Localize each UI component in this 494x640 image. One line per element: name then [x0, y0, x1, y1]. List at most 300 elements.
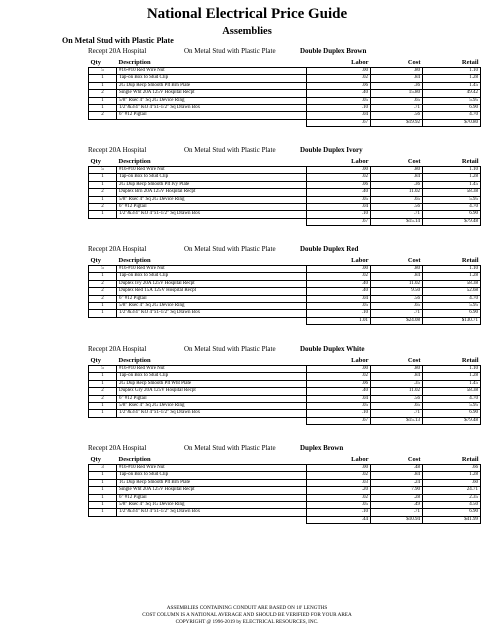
table-row: [89, 82, 481, 89]
qty-cell: 1: [89, 403, 117, 410]
description-cell: Single Wht 20A 125V Hospital Recpt: [117, 487, 307, 494]
qty-cell: 1: [89, 509, 117, 516]
assembly-name: Double Duplex White: [300, 345, 365, 353]
assembly-name: Double Duplex Ivory: [300, 146, 363, 154]
assembly-name: Double Duplex Brown: [300, 47, 367, 55]
footer-line: COPYRIGHT @ 1996-2019 by ELECTRICAL RESOURCES, INC.: [175, 619, 319, 625]
description-cell: Duplex Gry 20A 125V Hospital Recpt: [117, 388, 307, 395]
cost-cell: .84: [371, 75, 423, 82]
column-header-qty: Qty: [89, 257, 117, 266]
labor-cell: .20: [307, 487, 371, 494]
retail-cell: 4.70: [423, 395, 481, 402]
qty-cell: 5: [89, 68, 117, 75]
cost-cell: .56: [371, 295, 423, 302]
cost-cell: .71: [371, 410, 423, 417]
column-header-labor: Labor: [307, 357, 371, 366]
retail-total: $79.48: [423, 218, 481, 225]
description-cell: 1/2"&3/4" KO 4"x1-1/2" Sq Drawn Box: [117, 310, 307, 317]
labor-cell: .04: [307, 204, 371, 211]
cost-total: $24.08: [371, 317, 423, 324]
qty-cell: 1: [89, 82, 117, 89]
retail-cell: 6.90: [423, 310, 481, 317]
table-row: [89, 273, 481, 280]
page-title: National Electrical Price Guide: [146, 6, 348, 22]
description-cell: 1G Dup Recp Smooth Plt Brn Plate: [117, 479, 307, 486]
labor-cell: .10: [307, 211, 371, 218]
description-cell: #16-#10 Red Wire Nut: [117, 68, 307, 75]
assembly-mount: On Metal Stud with Plastic Plate: [184, 345, 276, 353]
assembly-mount: On Metal Stud with Plastic Plate: [184, 47, 276, 55]
cost-cell: .56: [371, 112, 423, 119]
description-cell: Duplex Red 15A 125V Hospital Recpt: [117, 288, 307, 295]
column-header-qty: Qty: [89, 456, 117, 465]
labor-cell: .04: [307, 112, 371, 119]
labor-cell: .02: [307, 174, 371, 181]
cost-cell: .56: [371, 204, 423, 211]
table-row: [89, 105, 481, 112]
table-row: [89, 189, 481, 196]
column-header-description: Description: [117, 257, 307, 266]
description-cell: 1/2"&3/4" KO 4"x1-1/2" Sq Drawn Box: [117, 410, 307, 417]
qty-cell: 1: [89, 75, 117, 82]
table-row: [89, 181, 481, 188]
description-cell: 6" #12 Pigtail: [117, 112, 307, 119]
footer-line: COST COLUMN IS A NATIONAL AVERAGE AND SHOULD BE VERIFIED FOR YOUR AREA: [142, 612, 352, 618]
labor-total: .44: [307, 516, 371, 523]
retail-cell: 52.68: [423, 288, 481, 295]
labor-cell: .40: [307, 280, 371, 287]
assembly-recept: Recept 20A Hospital: [88, 47, 147, 55]
retail-cell: 58.38: [423, 189, 481, 196]
qty-cell: 1: [89, 479, 117, 486]
qty-cell: 2: [89, 204, 117, 211]
assembly-block: [88, 146, 480, 226]
description-cell: Tap-on Box to Stud Clip: [117, 75, 307, 82]
retail-cell: 5.95: [423, 403, 481, 410]
table-row: [89, 112, 481, 119]
cost-cell: .80: [371, 366, 423, 373]
column-header-description: Description: [117, 59, 307, 68]
labor-cell: .10: [307, 105, 371, 112]
qty-cell: 1: [89, 97, 117, 104]
labor-cell: .06: [307, 82, 371, 89]
page-subtitle: Assemblies: [222, 26, 272, 37]
labor-cell: .10: [307, 509, 371, 516]
column-header-qty: Qty: [89, 59, 117, 68]
assembly-block: [88, 444, 480, 524]
table-row: [89, 509, 481, 516]
description-cell: Tap-on Box to Stud Clip: [117, 472, 307, 479]
cost-cell: .71: [371, 105, 423, 112]
totals-spacer: [117, 516, 307, 523]
qty-cell: 2: [89, 295, 117, 302]
qty-cell: 1: [89, 494, 117, 501]
labor-cell: .04: [307, 395, 371, 402]
retail-cell: 49.42: [423, 90, 481, 97]
qty-cell: 1: [89, 310, 117, 317]
description-cell: 5/8" Rsec 4" Sq 2G Device Ring: [117, 303, 307, 310]
column-header-retail: Retail: [423, 357, 481, 366]
cost-cell: .71: [371, 509, 423, 516]
table-row: [89, 494, 481, 501]
qty-cell: 1: [89, 273, 117, 280]
column-header-qty: Qty: [89, 357, 117, 366]
table-row: [89, 288, 481, 295]
cost-cell: .24: [371, 479, 423, 486]
labor-cell: .40: [307, 388, 371, 395]
description-cell: Single Wht 20A 125V Hospital Recpt: [117, 90, 307, 97]
table-row: [89, 75, 481, 82]
table-row: [89, 380, 481, 387]
cost-cell: .28: [371, 494, 423, 501]
retail-cell: 24.71: [423, 487, 481, 494]
retail-cell: 4.70: [423, 295, 481, 302]
cost-cell: .56: [371, 395, 423, 402]
column-header-cost: Cost: [371, 59, 423, 68]
retail-cell: 5.95: [423, 196, 481, 203]
cost-total: $10.94: [371, 516, 423, 523]
cost-cell: .35: [371, 380, 423, 387]
column-header-labor: Labor: [307, 257, 371, 266]
table-row: [89, 174, 481, 181]
labor-total: .67: [307, 119, 371, 126]
qty-cell: 2: [89, 288, 117, 295]
description-cell: 5/8" Rsec 4" Sq 2G Device Ring: [117, 196, 307, 203]
description-cell: 6" #12 Pigtail: [117, 494, 307, 501]
retail-cell: 5.95: [423, 303, 481, 310]
retail-cell: 1.45: [423, 82, 481, 89]
description-cell: 5/8" Rsec 4" Sq 1G Device Ring: [117, 502, 307, 509]
assembly-mount: On Metal Stud with Plastic Plate: [184, 444, 276, 452]
table-row: [89, 204, 481, 211]
cost-cell: .80: [371, 167, 423, 174]
description-cell: 1/2"&3/4" KO 4"x1-1/2" Sq Drawn Box: [117, 105, 307, 112]
assembly-block: [88, 245, 480, 325]
table-header-row: [89, 456, 481, 465]
totals-row: [89, 119, 481, 126]
qty-cell: 1: [89, 472, 117, 479]
retail-cell: 1.10: [423, 68, 481, 75]
labor-cell: .40: [307, 189, 371, 196]
table-row: [89, 167, 481, 174]
column-header-description: Description: [117, 158, 307, 167]
totals-spacer: [89, 218, 117, 225]
qty-cell: 1: [89, 181, 117, 188]
assembly-recept: Recept 20A Hospital: [88, 345, 147, 353]
labor-cell: .00: [307, 167, 371, 174]
cost-cell: .71: [371, 310, 423, 317]
labor-cell: .10: [307, 310, 371, 317]
labor-total: .67: [307, 417, 371, 424]
assembly-header: [88, 47, 480, 56]
column-header-description: Description: [117, 456, 307, 465]
description-cell: Duplex Ivy 20A 125V Hospital Recpt: [117, 280, 307, 287]
description-cell: 1/2"&3/4" KO 4"x1-1/2" Sq Drawn Box: [117, 211, 307, 218]
description-cell: #16-#10 Red Wire Nut: [117, 167, 307, 174]
column-header-cost: Cost: [371, 456, 423, 465]
description-cell: Tap-on Box to Stud Clip: [117, 273, 307, 280]
description-cell: 6" #12 Pigtail: [117, 295, 307, 302]
labor-cell: .03: [307, 479, 371, 486]
retail-cell: 6.90: [423, 105, 481, 112]
cost-cell: .65: [371, 196, 423, 203]
labor-cell: .06: [307, 380, 371, 387]
footer-line: ASSEMBLIES CONTAINING CONDUIT ARE BASED ON 10' LENGTHS: [166, 605, 328, 611]
totals-row: [89, 218, 481, 225]
assembly-header: [88, 146, 480, 155]
table-row: [89, 366, 481, 373]
cost-cell: .80: [371, 68, 423, 75]
cost-cell: 7.90: [371, 487, 423, 494]
description-cell: 2G Dup Recp Smooth Plt Brn Plate: [117, 82, 307, 89]
totals-row: [89, 317, 481, 324]
column-header-cost: Cost: [371, 257, 423, 266]
totals-spacer: [89, 317, 117, 324]
qty-cell: 1: [89, 196, 117, 203]
description-cell: #16-#10 Red Wire Nut: [117, 266, 307, 273]
qty-cell: 5: [89, 366, 117, 373]
table-header-row: [89, 357, 481, 366]
column-header-cost: Cost: [371, 357, 423, 366]
cost-total: $19.92: [371, 119, 423, 126]
totals-row: [89, 417, 481, 424]
description-cell: Duplex Brn 20A 125V Hospital Recpt: [117, 189, 307, 196]
table-row: [89, 310, 481, 317]
cost-cell: .65: [371, 303, 423, 310]
assembly-table: [88, 257, 481, 325]
totals-row: [89, 516, 481, 523]
cost-cell: .48: [371, 465, 423, 472]
column-header-labor: Labor: [307, 158, 371, 167]
qty-cell: 2: [89, 189, 117, 196]
retail-cell: 1.10: [423, 266, 481, 273]
qty-cell: 2: [89, 112, 117, 119]
description-cell: Tap-on Box to Stud Clip: [117, 373, 307, 380]
retail-cell: 1.45: [423, 181, 481, 188]
table-row: [89, 90, 481, 97]
assembly-name: Double Duplex Red: [300, 245, 359, 253]
qty-cell: 1: [89, 174, 117, 181]
page-footer: [0, 605, 494, 626]
assembly-table: [88, 357, 481, 425]
labor-cell: .02: [307, 373, 371, 380]
qty-cell: 2: [89, 280, 117, 287]
table-row: [89, 479, 481, 486]
labor-cell: .02: [307, 273, 371, 280]
qty-cell: 5: [89, 266, 117, 273]
assembly-mount: On Metal Stud with Plastic Plate: [184, 146, 276, 154]
retail-cell: 1.28: [423, 373, 481, 380]
column-header-retail: Retail: [423, 59, 481, 68]
table-header-row: [89, 59, 481, 68]
description-cell: 2G Dup Recp Smooth Plt Ivy Plate: [117, 181, 307, 188]
column-header-labor: Labor: [307, 59, 371, 68]
cost-cell: 11.02: [371, 189, 423, 196]
retail-cell: 4.50: [423, 502, 481, 509]
retail-cell: 1.10: [423, 167, 481, 174]
table-header-row: [89, 257, 481, 266]
qty-cell: 1: [89, 410, 117, 417]
cost-cell: 9.50: [371, 288, 423, 295]
cost-cell: .65: [371, 97, 423, 104]
qty-cell: 5: [89, 167, 117, 174]
table-row: [89, 502, 481, 509]
description-cell: 5/8" Rsec 4" Sq 2G Device Ring: [117, 403, 307, 410]
retail-cell: 4.70: [423, 112, 481, 119]
qty-cell: 1: [89, 502, 117, 509]
table-row: [89, 68, 481, 75]
totals-spacer: [89, 516, 117, 523]
retail-cell: 6.90: [423, 410, 481, 417]
cost-cell: .84: [371, 373, 423, 380]
retail-total: $79.48: [423, 417, 481, 424]
qty-cell: 1: [89, 211, 117, 218]
totals-spacer: [117, 417, 307, 424]
table-row: [89, 472, 481, 479]
labor-cell: .02: [307, 494, 371, 501]
retail-total: $70.80: [423, 119, 481, 126]
cost-cell: .36: [371, 181, 423, 188]
assembly-table: [88, 158, 481, 226]
cost-cell: .84: [371, 472, 423, 479]
assembly-table: [88, 456, 481, 524]
labor-cell: .05: [307, 303, 371, 310]
table-row: [89, 465, 481, 472]
retail-cell: 1.28: [423, 273, 481, 280]
table-row: [89, 487, 481, 494]
cost-cell: 15.80: [371, 90, 423, 97]
labor-cell: .05: [307, 502, 371, 509]
labor-cell: .06: [307, 181, 371, 188]
description-cell: 5/8" Rsec 4" Sq 2G Device Ring: [117, 97, 307, 104]
qty-cell: 2: [89, 90, 117, 97]
table-row: [89, 97, 481, 104]
column-header-description: Description: [117, 357, 307, 366]
retail-total: $41.99: [423, 516, 481, 523]
retail-cell: .60: [423, 479, 481, 486]
qty-cell: 1: [89, 105, 117, 112]
table-header-row: [89, 158, 481, 167]
table-row: [89, 388, 481, 395]
labor-cell: .00: [307, 465, 371, 472]
cost-total: $15.13: [371, 417, 423, 424]
totals-spacer: [117, 119, 307, 126]
totals-spacer: [117, 218, 307, 225]
qty-cell: 3: [89, 465, 117, 472]
cost-cell: .49: [371, 502, 423, 509]
cost-cell: .84: [371, 273, 423, 280]
cost-total: $15.14: [371, 218, 423, 225]
retail-cell: 1.28: [423, 75, 481, 82]
retail-cell: 58.38: [423, 280, 481, 287]
assembly-header: [88, 444, 480, 453]
labor-total: .67: [307, 218, 371, 225]
totals-spacer: [117, 317, 307, 324]
labor-total: 1.01: [307, 317, 371, 324]
retail-cell: 1.10: [423, 366, 481, 373]
table-row: [89, 266, 481, 273]
retail-cell: 1.28: [423, 174, 481, 181]
retail-cell: .66: [423, 465, 481, 472]
retail-cell: 6.90: [423, 211, 481, 218]
retail-total: $130.71: [423, 317, 481, 324]
description-cell: #16-#10 Red Wire Nut: [117, 465, 307, 472]
assembly-mount: On Metal Stud with Plastic Plate: [184, 245, 276, 253]
description-cell: #16-#10 Red Wire Nut: [117, 366, 307, 373]
column-header-retail: Retail: [423, 456, 481, 465]
retail-cell: 4.70: [423, 204, 481, 211]
retail-cell: 1.45: [423, 380, 481, 387]
description-cell: 6" #12 Pigtail: [117, 395, 307, 402]
column-header-labor: Labor: [307, 456, 371, 465]
labor-cell: .04: [307, 295, 371, 302]
assembly-header: [88, 345, 480, 354]
assembly-block: [88, 345, 480, 425]
labor-cell: .05: [307, 97, 371, 104]
table-row: [89, 280, 481, 287]
cost-cell: .71: [371, 211, 423, 218]
labor-cell: .05: [307, 196, 371, 203]
column-header-retail: Retail: [423, 158, 481, 167]
labor-cell: .10: [307, 410, 371, 417]
retail-cell: 5.95: [423, 97, 481, 104]
table-row: [89, 295, 481, 302]
description-cell: 1/2"&3/4" KO 4"x1-1/2" Sq Drawn Box: [117, 509, 307, 516]
column-header-qty: Qty: [89, 158, 117, 167]
table-row: [89, 196, 481, 203]
labor-cell: .02: [307, 472, 371, 479]
column-header-cost: Cost: [371, 158, 423, 167]
retail-cell: 58.38: [423, 388, 481, 395]
table-row: [89, 211, 481, 218]
table-row: [89, 373, 481, 380]
qty-cell: 1: [89, 380, 117, 387]
labor-cell: .00: [307, 266, 371, 273]
table-row: [89, 395, 481, 402]
section-heading: On Metal Stud with Plastic Plate: [62, 36, 174, 45]
table-row: [89, 403, 481, 410]
labor-cell: .00: [307, 366, 371, 373]
description-cell: 2G Dup Recp Smooth Plt Wht Plate: [117, 380, 307, 387]
assembly-block: [88, 47, 480, 127]
retail-cell: 2.35: [423, 494, 481, 501]
column-header-retail: Retail: [423, 257, 481, 266]
totals-spacer: [89, 417, 117, 424]
labor-cell: .00: [307, 68, 371, 75]
qty-cell: 1: [89, 303, 117, 310]
table-row: [89, 410, 481, 417]
cost-cell: .36: [371, 82, 423, 89]
description-cell: Tap-on Box to Stud Clip: [117, 174, 307, 181]
qty-cell: 2: [89, 388, 117, 395]
cost-cell: .80: [371, 266, 423, 273]
retail-cell: 6.90: [423, 509, 481, 516]
table-row: [89, 303, 481, 310]
assembly-header: [88, 245, 480, 254]
labor-cell: .40: [307, 90, 371, 97]
retail-cell: 1.28: [423, 472, 481, 479]
totals-spacer: [89, 119, 117, 126]
assembly-recept: Recept 20A Hospital: [88, 444, 147, 452]
labor-cell: .02: [307, 75, 371, 82]
assembly-table: [88, 59, 481, 127]
assembly-recept: Recept 20A Hospital: [88, 245, 147, 253]
qty-cell: 1: [89, 487, 117, 494]
cost-cell: .65: [371, 403, 423, 410]
labor-cell: .40: [307, 288, 371, 295]
assembly-recept: Recept 20A Hospital: [88, 146, 147, 154]
cost-cell: 11.02: [371, 280, 423, 287]
